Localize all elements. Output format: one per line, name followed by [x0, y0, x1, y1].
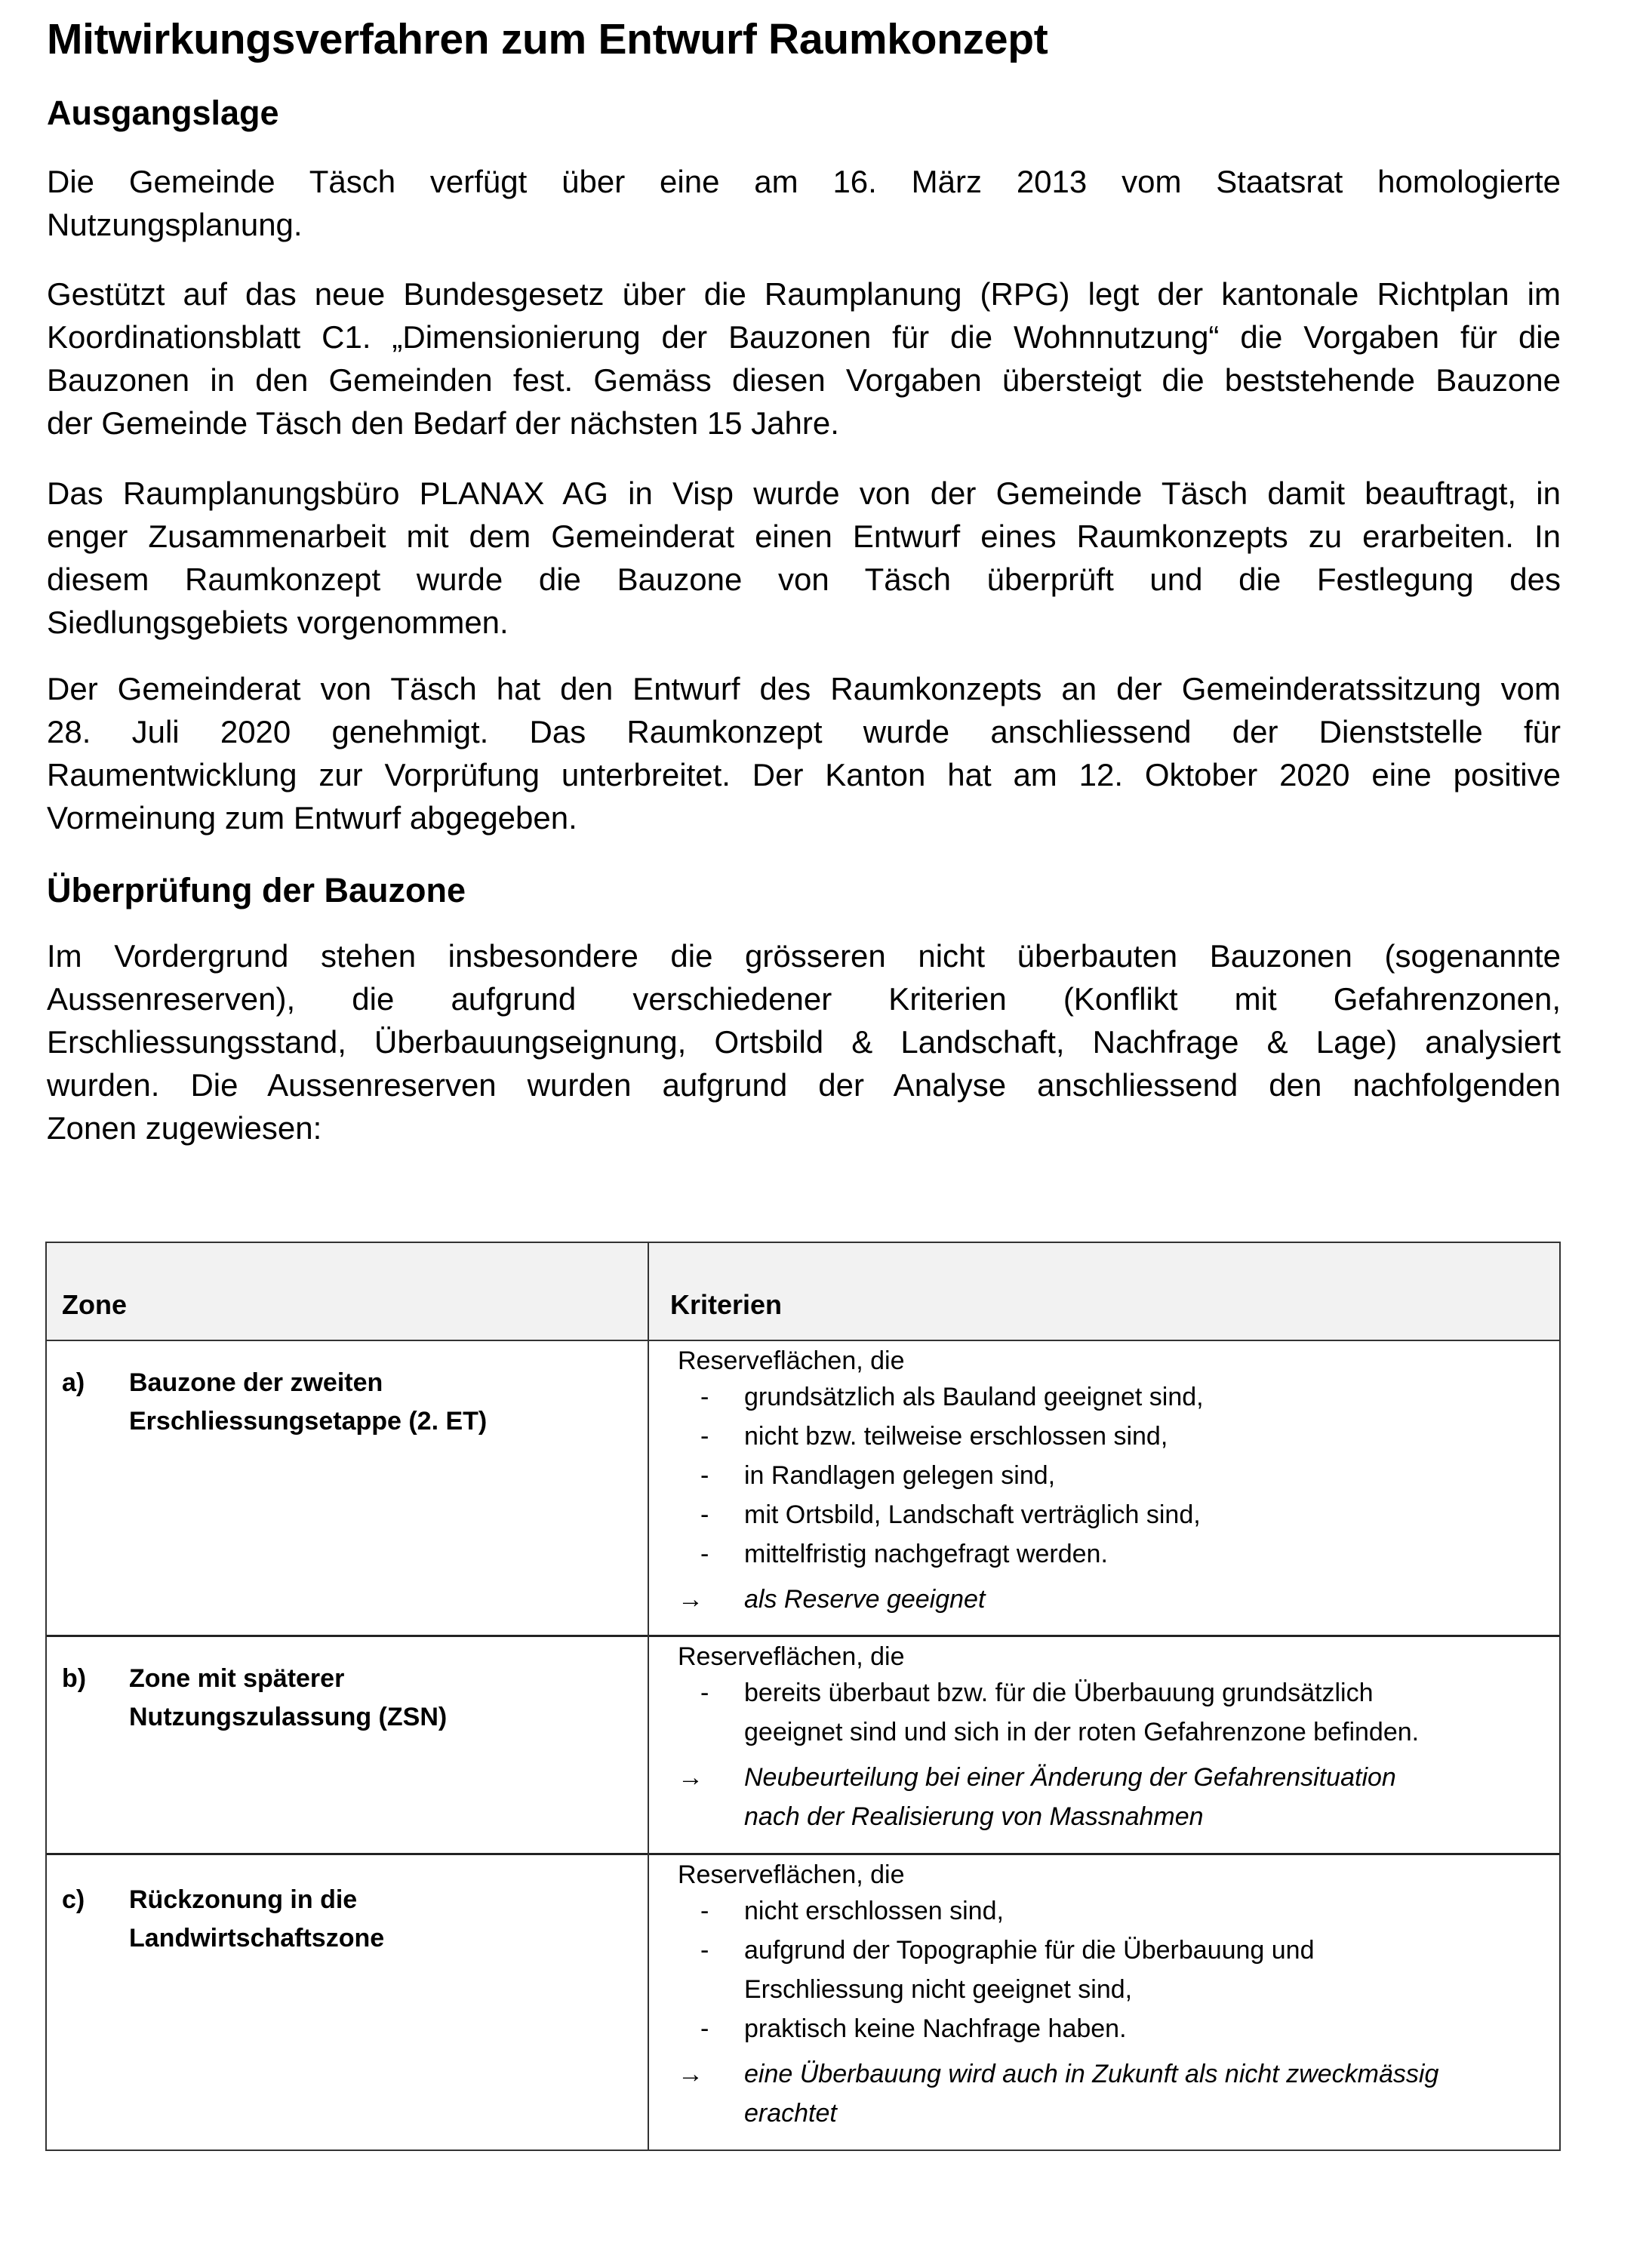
criteria-item-text: mit Ortsbild, Landschaft verträglich sind, — [744, 1500, 1201, 1529]
paragraph-line: Vormeinung zum Entwurf abgegeben. — [47, 800, 577, 835]
dash-bullet-icon: - — [700, 1540, 709, 1568]
criteria-item-text: praktisch keine Nachfrage haben. — [744, 2014, 1127, 2043]
zone-name-line: Nutzungszulassung (ZSN) — [129, 1703, 448, 1731]
paragraph-line: Bauzonen in den Gemeinden fest. Gemäss diesen Vorgaben übersteigt die beststehende Bauzone — [47, 362, 1561, 398]
criteria-item-text: Erschliessung nicht geeignet sind, — [744, 1975, 1133, 2004]
criteria-intro: Reserveflächen, die — [678, 1346, 905, 1375]
criteria-item-text: nicht erschlossen sind, — [744, 1897, 1004, 1925]
paragraph-line: Gestützt auf das neue Bundesgesetz über die Raumplanung (RPG) legt der kantonale Richtplan im — [47, 276, 1561, 312]
dash-bullet-icon: - — [700, 1897, 709, 1925]
criteria-item — [678, 2009, 1438, 2048]
paragraph-line: diesem Raumkonzept wurde die Bauzone von Täsch überprüft und die Festlegung des — [47, 562, 1561, 597]
paragraph — [47, 667, 1561, 839]
zone-name-line: Erschliessungsetappe (2. ET) — [129, 1407, 488, 1436]
criteria-item — [678, 1495, 1204, 1534]
paragraph-line: Zonen zugewiesen: — [47, 1110, 322, 1146]
dash-bullet-icon: - — [700, 1383, 709, 1411]
paragraph — [47, 472, 1561, 644]
dash-bullet-icon: - — [700, 1679, 709, 1707]
criteria-item — [678, 1534, 1204, 1574]
paragraph-line: Das Raumplanungsbüro PLANAX AG in Visp wurde von der Gemeinde Täsch damit beauftragt, in — [47, 475, 1561, 511]
paragraph-line: Im Vordergrund stehen insbesondere die grösseren nicht überbauten Bauzonen (sogenannte — [47, 938, 1561, 974]
zone-name-line: Bauzone der zweiten — [129, 1368, 383, 1397]
dash-bullet-icon: - — [700, 1500, 709, 1529]
dash-bullet-icon: - — [700, 1936, 709, 1965]
paragraph-line: Aussenreserven), die aufgrund verschiedener Kriterien (Konflikt mit Gefahrenzonen, — [47, 981, 1561, 1017]
zone-label: a) — [62, 1368, 85, 1397]
paragraph — [47, 934, 1561, 1149]
criteria-item — [678, 1891, 1438, 1931]
paragraph — [47, 272, 1561, 445]
criteria-cell — [678, 1344, 1204, 1619]
criteria-cell — [678, 1858, 1438, 2133]
page-title: Mitwirkungsverfahren zum Entwurf Raumkonzept — [47, 15, 1048, 63]
zone-name — [129, 1364, 487, 1441]
criteria-intro: Reserveflächen, die — [678, 1860, 905, 1889]
dash-bullet-icon: - — [700, 1461, 709, 1490]
conclusion-text: Neubeurteilung bei einer Änderung der Gefahrensituation — [744, 1763, 1396, 1792]
paragraph-line: wurden. Die Aussenreserven wurden aufgrund der Analyse anschliessend den nachfolgenden — [47, 1067, 1561, 1103]
column-header-criteria: Kriterien — [670, 1289, 783, 1320]
arrow-right-icon: → — [678, 1585, 703, 1614]
table-row — [47, 1341, 1559, 1637]
paragraph-line: Nutzungsplanung. — [47, 207, 303, 242]
criteria-item-text: aufgrund der Topographie für die Überbauung und — [744, 1936, 1315, 1965]
section-heading-ausgangslage: Ausgangslage — [47, 94, 279, 132]
arrow-right-icon: → — [678, 2060, 703, 2088]
criteria-item-text: bereits überbaut bzw. für die Überbauung grundsätzlich — [744, 1679, 1374, 1707]
zone-label: b) — [62, 1664, 87, 1693]
table-row — [47, 1637, 1559, 1855]
criteria-item-text: in Randlagen gelegen sind, — [744, 1461, 1056, 1490]
paragraph-line: 28. Juli 2020 genehmigt. Das Raumkonzept wurde anschliessend der Dienststelle für — [47, 714, 1561, 749]
paragraph-line: Die Gemeinde Täsch verfügt über eine am 16. März 2013 vom Staatsrat homologierte — [47, 164, 1561, 199]
table-header — [47, 1243, 1559, 1341]
zone-name — [129, 1881, 384, 1958]
criteria-item-text: geeignet sind und sich in der roten Gefahrenzone befinden. — [744, 1718, 1420, 1746]
conclusion-text: als Reserve geeignet — [744, 1585, 986, 1614]
table-row — [47, 1855, 1559, 2151]
criteria-item — [678, 1377, 1204, 1417]
dash-bullet-icon: - — [700, 1422, 709, 1451]
dash-bullet-icon: - — [700, 2014, 709, 2043]
zone-name — [129, 1660, 447, 1737]
zone-name-line: Rückzonung in die — [129, 1885, 358, 1914]
criteria-cell — [678, 1640, 1419, 1836]
zone-name-line: Zone mit späterer — [129, 1664, 345, 1693]
paragraph-line: Der Gemeinderat von Täsch hat den Entwurf des Raumkonzepts an der Gemeinderatssitzung vom — [47, 671, 1561, 706]
paragraph-line: Erschliessungsstand, Überbauungseignung, Ortsbild & Landschaft, Nachfrage & Lage) analysiert — [47, 1024, 1561, 1060]
criteria-item — [678, 1931, 1438, 2009]
paragraph-line: der Gemeinde Täsch den Bedarf der nächsten 15 Jahre. — [47, 405, 839, 441]
criteria-item-text: mittelfristig nachgefragt werden. — [744, 1540, 1108, 1568]
criteria-item — [678, 1456, 1204, 1495]
zone-label: c) — [62, 1885, 85, 1914]
paragraph — [47, 160, 1561, 246]
criteria-item-text: nicht bzw. teilweise erschlossen sind, — [744, 1422, 1168, 1451]
zones-table — [45, 1242, 1561, 2151]
paragraph-line: Raumentwicklung zur Vorprüfung unterbreitet. Der Kanton hat am 12. Oktober 2020 eine positive — [47, 757, 1561, 792]
criteria-conclusion — [678, 1580, 1204, 1619]
column-divider — [648, 1243, 649, 2150]
conclusion-text: nach der Realisierung von Massnahmen — [744, 1802, 1204, 1831]
section-heading-ueberpruefung: Überprüfung der Bauzone — [47, 871, 466, 909]
paragraph-line: Koordinationsblatt C1. „Dimensionierung der Bauzonen für die Wohnnutzung“ die Vorgaben für die — [47, 319, 1561, 355]
paragraph-line: Siedlungsgebiets vorgenommen. — [47, 605, 509, 640]
zone-name-line: Landwirtschaftszone — [129, 1924, 385, 1953]
criteria-item-text: grundsätzlich als Bauland geeignet sind, — [744, 1383, 1204, 1411]
conclusion-text: erachtet — [744, 2099, 837, 2128]
conclusion-text: eine Überbauung wird auch in Zukunft als nicht zweckmässig — [744, 2060, 1439, 2088]
paragraph-line: enger Zusammenarbeit mit dem Gemeinderat einen Entwurf eines Raumkonzepts zu erarbeiten. In — [47, 519, 1561, 554]
criteria-conclusion — [678, 2054, 1438, 2133]
criteria-item — [678, 1673, 1419, 1752]
column-header-zone: Zone — [62, 1289, 127, 1320]
criteria-intro: Reserveflächen, die — [678, 1642, 905, 1671]
criteria-item — [678, 1417, 1204, 1456]
criteria-conclusion — [678, 1758, 1419, 1836]
arrow-right-icon: → — [678, 1763, 703, 1792]
